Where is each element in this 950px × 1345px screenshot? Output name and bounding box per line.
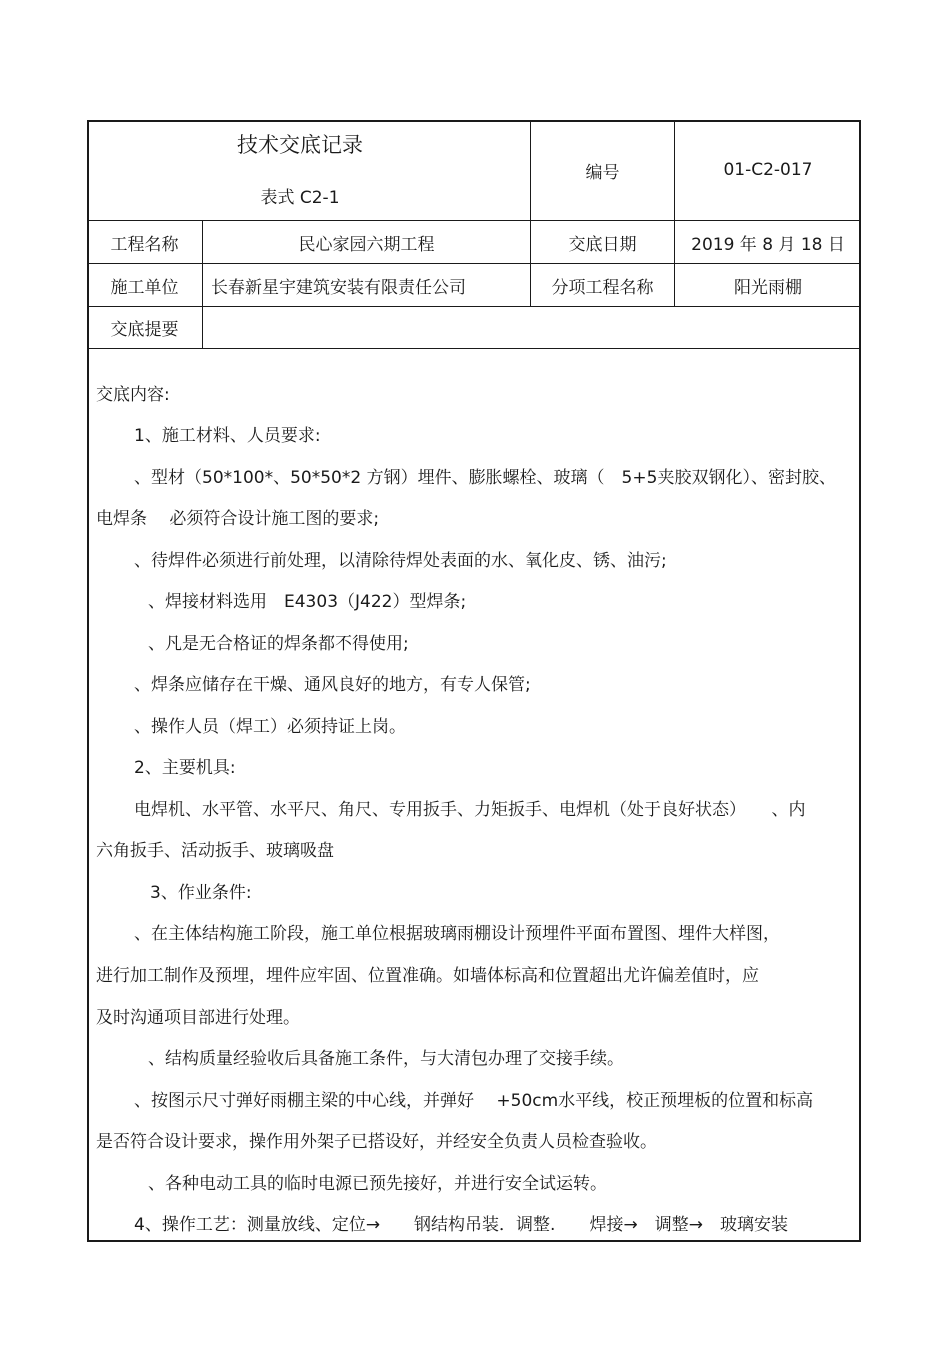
contractor-label: 施工单位 [110, 277, 179, 298]
date-label: 交底日期 [568, 234, 637, 255]
content-line: 、各种电动工具的临时电源已预先接好，并进行安全试运转。 [148, 1174, 607, 1194]
subitem-value: 阳光雨棚 [734, 277, 802, 298]
content-line: 4、操作工艺：测量放线、定位→ 钢结构吊装．调整. 焊接→ 调整→ 玻璃安装 [134, 1215, 788, 1235]
content-line: 六角扳手、活动扳手、玻璃吸盘 [96, 841, 334, 861]
content-line: 3、作业条件: [150, 883, 252, 903]
number-label: 编号 [585, 162, 620, 183]
content-line: 、操作人员（焊工）必须持证上岗。 [134, 717, 406, 737]
content-line: 2、主要机具: [134, 758, 236, 778]
content-line: 、在主体结构施工阶段，施工单位根据玻璃雨棚设计预埋件平面布置图、埋件大样图， [134, 924, 780, 944]
row-divider-4 [87, 348, 861, 349]
content-line: 电焊机、水平管、水平尺、角尺、专用扳手、力矩扳手、电焊机（处于良好状态） 、内 [134, 800, 806, 820]
content-line: 、焊条应储存在干燥、通风良好的地方，有专人保管; [134, 675, 531, 695]
content-line: 、型材（50*100*、50*50*2 方钢）埋件、膨胀螺栓、玻璃（ 5+5夹胶双钢化）、密封胶、 [134, 468, 836, 488]
summary-value [211, 307, 851, 348]
content-heading: 交底内容: [96, 385, 170, 405]
content-line: 、待焊件必须进行前处理，以清除待焊处表面的水、氧化皮、锈、油污; [134, 551, 667, 571]
project-name-label: 工程名称 [110, 234, 179, 255]
contractor-value: 长春新星宇建筑安装有限责任公司 [211, 277, 466, 298]
number-value: 01-C2-017 [723, 160, 813, 180]
content-line: 进行加工制作及预埋，埋件应牢固、位置准确。如墙体标高和位置超出尤许偏差值时，应 [96, 966, 759, 986]
content-line: 及时沟通项目部进行处理。 [96, 1008, 300, 1028]
content-line: 1、施工材料、人员要求: [134, 426, 321, 446]
content-line: 、焊接材料选用 E4303（J422）型焊条; [148, 592, 467, 612]
form-code: 表式 C2-1 [260, 187, 340, 208]
content-line: 电焊条 必须符合设计施工图的要求; [96, 509, 380, 529]
content-line: 、凡是无合格证的焊条都不得使用; [148, 634, 409, 654]
content-line: 、按图示尺寸弹好雨棚主梁的中心线，并弹好 +50cm水平线，校正预埋板的位置和标高 [134, 1091, 814, 1111]
document-title: 技术交底记录 [237, 133, 363, 157]
content-line: 是否符合设计要求，操作用外架子已搭设好，并经安全负责人员检查验收。 [96, 1132, 657, 1152]
date-value: 2019 年 8 月 18 日 [691, 234, 845, 255]
project-name-value: 民心家园六期工程 [298, 234, 435, 255]
summary-label: 交底提要 [110, 320, 179, 340]
content-line: 、结构质量经验收后具备施工条件，与大清包办理了交接手续。 [148, 1049, 624, 1069]
subitem-label: 分项工程名称 [551, 277, 654, 298]
